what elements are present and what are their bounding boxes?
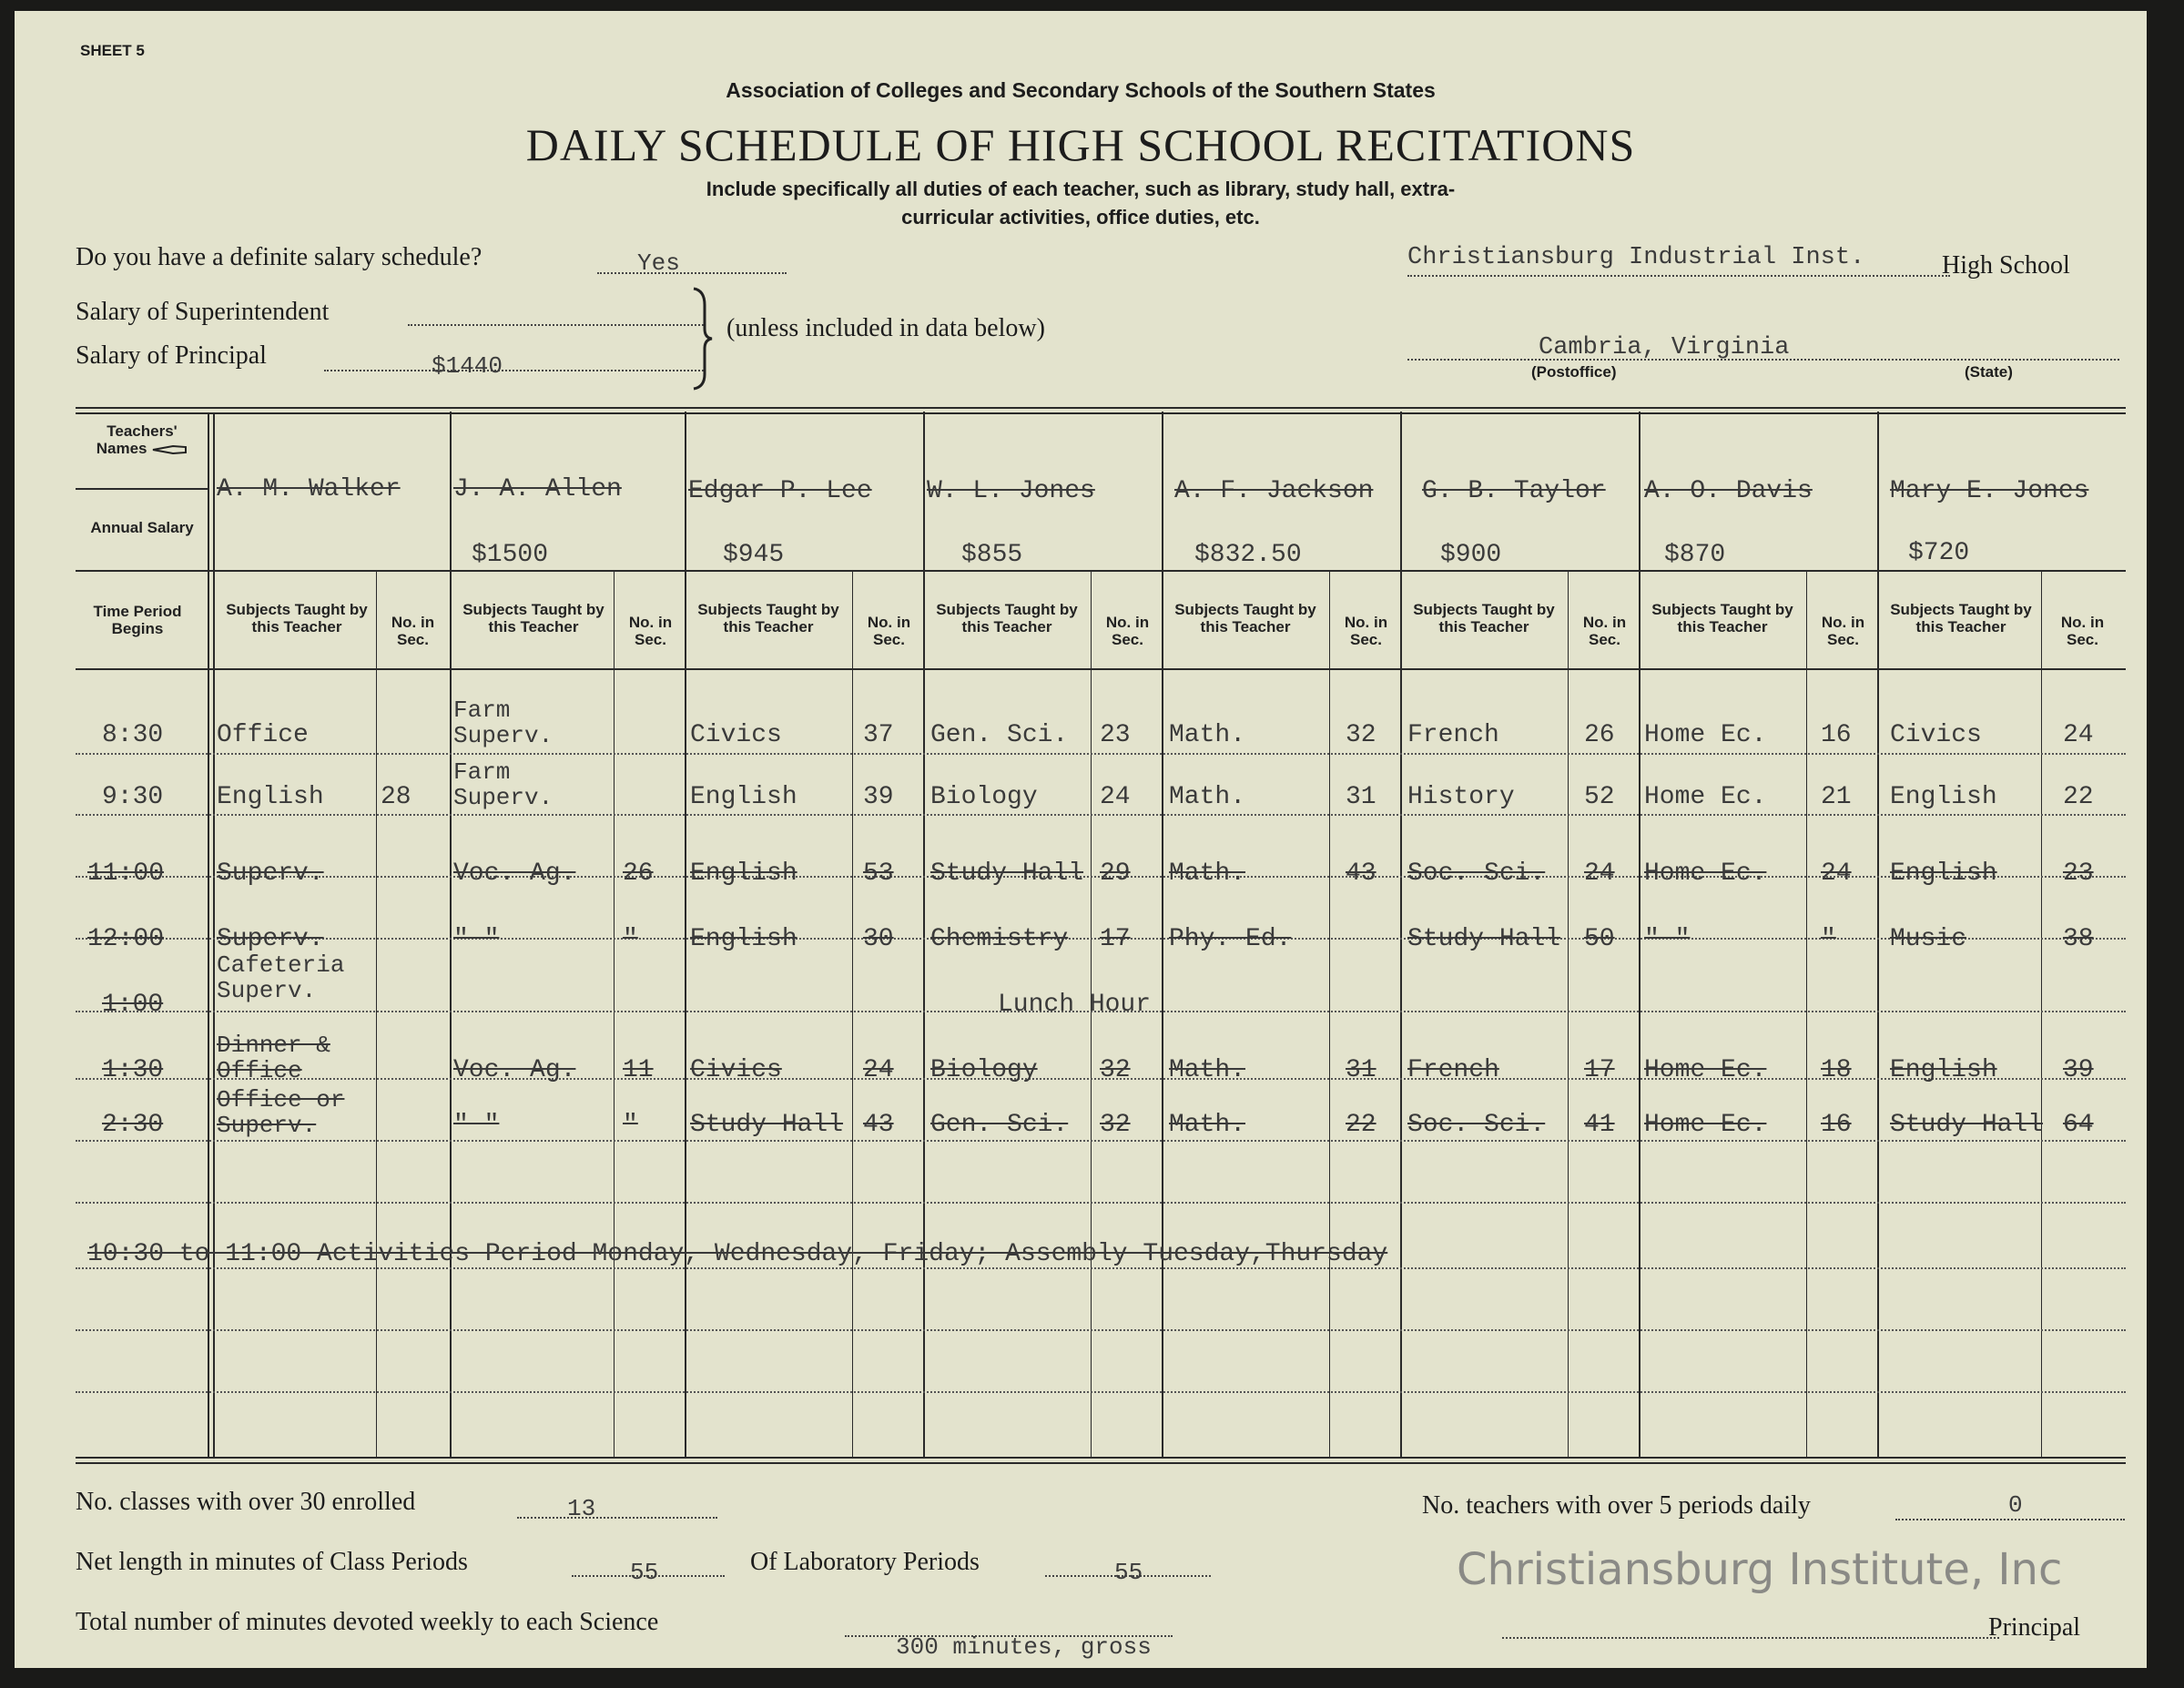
- section-count-cell: 24: [2063, 721, 2094, 749]
- postoffice-label: (Postoffice): [1531, 363, 1617, 381]
- pointing-hand-icon: [151, 442, 188, 458]
- subjects-header: Subjects Taught by this Teacher: [1174, 601, 1316, 636]
- subject-cell: Gen. Sci.: [930, 1111, 1069, 1139]
- period-time: 1:00: [102, 991, 164, 1019]
- subjects-header: Subjects Taught by this Teacher: [697, 601, 839, 636]
- subject-cell: Voc. Ag.: [453, 859, 576, 888]
- subject-cell: Home Ec.: [1644, 1111, 1767, 1139]
- time-period-label: Time Period Begins: [93, 603, 182, 637]
- subject-cell: Biology: [930, 1056, 1038, 1084]
- subject-cell: Study Hall: [1890, 1111, 2044, 1139]
- period-time: 9:30: [102, 783, 164, 811]
- subject-cell: Cafeteria Superv.: [217, 951, 345, 1004]
- subject-cell: Study Hall: [690, 1111, 844, 1139]
- subject-cell: " ": [453, 925, 500, 953]
- over5-value: 0: [2008, 1491, 2023, 1519]
- section-count-cell: 24: [1584, 859, 1615, 888]
- section-count-cell: 37: [863, 721, 894, 749]
- section-count-cell: 41: [1584, 1111, 1615, 1139]
- subject-cell: English: [217, 783, 324, 811]
- subject-cell: Biology: [930, 783, 1038, 811]
- subject-cell: Office or Superv.: [217, 1086, 345, 1139]
- teacher-salary: $720: [1908, 539, 1970, 567]
- teacher-name: W. L. Jones: [927, 477, 1095, 505]
- subject-cell: English: [1890, 783, 1997, 811]
- state-label: (State): [1965, 363, 2013, 381]
- instructions-line2: curricular activities, office duties, etc.: [901, 206, 1260, 229]
- section-count-cell: 64: [2063, 1111, 2094, 1139]
- section-count-cell: 21: [1821, 783, 1852, 811]
- teacher-name: A. O. Davis: [1644, 477, 1813, 505]
- no-in-sec-header: No. in Sec.: [628, 614, 673, 648]
- section-count-cell: 32: [1100, 1111, 1131, 1139]
- superintendent-salary-label: Salary of Superintendent: [76, 298, 330, 326]
- teacher-name: J. A. Allen: [453, 475, 622, 503]
- subject-cell: History: [1407, 783, 1515, 811]
- teachers-names-label: Teachers' Names: [87, 422, 197, 458]
- subject-cell: French: [1407, 1056, 1499, 1084]
- section-count-cell: 26: [1584, 721, 1615, 749]
- subject-cell: English: [1890, 1056, 1997, 1084]
- over30-value: 13: [567, 1495, 596, 1522]
- section-count-cell: 22: [2063, 783, 2094, 811]
- lab-period-label: Of Laboratory Periods: [750, 1548, 980, 1576]
- sheet-label: SHEET 5: [80, 42, 145, 59]
- teacher-salary: $870: [1664, 541, 1726, 569]
- section-count-cell: 28: [381, 783, 411, 811]
- watermark: Christiansburg Institute, Inc: [1457, 1544, 2063, 1595]
- subject-cell: English: [690, 783, 797, 811]
- section-count-cell: 39: [863, 783, 894, 811]
- subject-cell: " ": [453, 1111, 500, 1139]
- section-count-cell: 17: [1584, 1056, 1615, 1084]
- subjects-header: Subjects Taught by this Teacher: [1651, 601, 1793, 636]
- subject-cell: Math.: [1169, 1056, 1246, 1084]
- subject-cell: Home Ec.: [1644, 859, 1767, 888]
- teacher-salary: $900: [1440, 541, 1502, 569]
- section-count-cell: 43: [1346, 859, 1376, 888]
- lab-period-value: 55: [1114, 1559, 1143, 1586]
- period-time: 1:30: [102, 1056, 164, 1084]
- teacher-name: G. B. Taylor: [1422, 477, 1606, 505]
- subject-cell: French: [1407, 721, 1499, 749]
- salary-schedule-label: Do you have a definite salary schedule?: [76, 243, 483, 271]
- subject-cell: Home Ec.: [1644, 1056, 1767, 1084]
- period-time: 11:00: [87, 859, 165, 888]
- section-count-cell: 22: [1346, 1111, 1376, 1139]
- section-count-cell: 23: [1100, 721, 1131, 749]
- class-period-label: Net length in minutes of Class Periods: [76, 1548, 468, 1576]
- subject-cell: Home Ec.: [1644, 783, 1767, 811]
- subject-cell: English: [690, 925, 797, 953]
- section-count-cell: 38: [2063, 925, 2094, 953]
- teacher-salary: $945: [723, 541, 785, 569]
- activities-note: 10:30 to 11:00 Activities Period Monday, Wednesday, Friday; Assembly Tuesday,Thursday: [87, 1240, 1388, 1268]
- no-in-sec-header: No. in Sec.: [1582, 614, 1627, 648]
- subjects-header: Subjects Taught by this Teacher: [462, 601, 604, 636]
- school-suffix: High School: [1942, 251, 2070, 280]
- page-title: DAILY SCHEDULE OF HIGH SCHOOL RECITATIONS: [525, 119, 1636, 170]
- subjects-header: Subjects Taught by this Teacher: [1890, 601, 2032, 636]
- science-value: 300 minutes, gross: [896, 1633, 1152, 1661]
- section-count-cell: 30: [863, 925, 894, 953]
- subject-cell: Office: [217, 721, 309, 749]
- subject-cell: Math.: [1169, 859, 1246, 888]
- subject-cell: Soc. Sci.: [1407, 1111, 1546, 1139]
- section-count-cell: 31: [1346, 783, 1376, 811]
- teacher-salary: $855: [961, 541, 1023, 569]
- no-in-sec-header: No. in Sec.: [1344, 614, 1388, 648]
- subject-cell: Soc. Sci.: [1407, 859, 1546, 888]
- over30-label: No. classes with over 30 enrolled: [76, 1488, 416, 1516]
- no-in-sec-header: No. in Sec.: [391, 614, 435, 648]
- period-time: 12:00: [87, 925, 165, 953]
- principal-salary-value: $1440: [432, 352, 503, 380]
- section-count-cell: ": [623, 925, 638, 953]
- brace-icon: [688, 287, 716, 391]
- subject-cell: Study Hall: [930, 859, 1084, 888]
- subjects-header: Subjects Taught by this Teacher: [936, 601, 1078, 636]
- section-count-cell: 26: [623, 859, 654, 888]
- subject-cell: Phy. Ed.: [1169, 925, 1292, 953]
- subject-cell: Farm Superv.: [453, 758, 554, 811]
- over5-label: No. teachers with over 5 periods daily: [1422, 1491, 1811, 1520]
- section-count-cell: 53: [863, 859, 894, 888]
- lunch-hour-label: Lunch Hour: [998, 991, 1152, 1019]
- no-in-sec-header: No. in Sec.: [2060, 614, 2105, 648]
- subject-cell: Home Ec.: [1644, 721, 1767, 749]
- school-name: Christiansburg Industrial Inst.: [1407, 244, 1865, 271]
- section-count-cell: 24: [1821, 859, 1852, 888]
- period-time: 2:30: [102, 1111, 164, 1139]
- subject-cell: Superv.: [217, 859, 324, 888]
- subject-cell: Music: [1890, 925, 1967, 953]
- subject-cell: Math.: [1169, 721, 1246, 749]
- subject-cell: Civics: [690, 721, 782, 749]
- section-count-cell: 32: [1346, 721, 1376, 749]
- section-count-cell: ": [623, 1111, 638, 1139]
- subject-cell: Study Hall: [1407, 925, 1561, 953]
- teacher-name: Mary E. Jones: [1890, 477, 2089, 505]
- subject-cell: Civics: [690, 1056, 782, 1084]
- section-count-cell: 17: [1100, 925, 1131, 953]
- principal-salary-label: Salary of Principal: [76, 341, 267, 370]
- no-in-sec-header: No. in Sec.: [1105, 614, 1150, 648]
- teacher-salary: $832.50: [1194, 541, 1302, 569]
- section-count-cell: 18: [1821, 1056, 1852, 1084]
- subject-cell: English: [1890, 859, 1997, 888]
- subject-cell: Math.: [1169, 1111, 1246, 1139]
- subject-cell: Gen. Sci.: [930, 721, 1069, 749]
- subject-cell: Civics: [1890, 721, 1982, 749]
- association-name: Association of Colleges and Secondary Schools of the Southern States: [726, 78, 1436, 102]
- section-count-cell: 31: [1346, 1056, 1376, 1084]
- school-location: Cambria, Virginia: [1539, 334, 1790, 361]
- section-count-cell: 16: [1821, 1111, 1852, 1139]
- section-count-cell: 24: [1100, 783, 1131, 811]
- teacher-name: A. M. Walker: [217, 475, 401, 503]
- section-count-cell: 52: [1584, 783, 1615, 811]
- no-in-sec-header: No. in Sec.: [867, 614, 911, 648]
- period-time: 8:30: [102, 721, 164, 749]
- section-count-cell: 23: [2063, 859, 2094, 888]
- subject-cell: English: [690, 859, 797, 888]
- section-count-cell: 32: [1100, 1056, 1131, 1084]
- unless-note: (unless included in data below): [726, 314, 1045, 342]
- teacher-name: A. F. Jackson: [1174, 477, 1374, 505]
- subject-cell: " ": [1644, 925, 1691, 953]
- section-count-cell: ": [1821, 925, 1836, 953]
- teacher-name: Edgar P. Lee: [688, 477, 872, 505]
- science-label: Total number of minutes devoted weekly to each Science: [76, 1608, 659, 1636]
- no-in-sec-header: No. in Sec.: [1821, 614, 1865, 648]
- subject-cell: Superv.: [217, 925, 324, 953]
- section-count-cell: 16: [1821, 721, 1852, 749]
- subject-cell: Chemistry: [930, 925, 1069, 953]
- instructions-line1: Include specifically all duties of each teacher, such as library, study hall, extra-: [706, 178, 1456, 200]
- section-count-cell: 50: [1584, 925, 1615, 953]
- subject-cell: Voc. Ag.: [453, 1056, 576, 1084]
- subject-cell: Dinner & Office: [217, 1032, 330, 1084]
- subjects-header: Subjects Taught by this Teacher: [1413, 601, 1555, 636]
- section-count-cell: 11: [623, 1056, 654, 1084]
- section-count-cell: 24: [863, 1056, 894, 1084]
- subject-cell: Farm Superv.: [453, 697, 554, 749]
- section-count-cell: 43: [863, 1111, 894, 1139]
- salary-schedule-value: Yes: [637, 249, 680, 277]
- subjects-header: Subjects Taught by this Teacher: [226, 601, 368, 636]
- section-count-cell: 29: [1100, 859, 1131, 888]
- section-count-cell: 39: [2063, 1056, 2094, 1084]
- schedule-form: [15, 11, 2147, 1668]
- teacher-salary: $1500: [472, 541, 549, 569]
- class-period-value: 55: [630, 1559, 659, 1586]
- annual-salary-label: Annual Salary: [90, 519, 194, 536]
- subject-cell: Math.: [1169, 783, 1246, 811]
- principal-signature-label: Principal: [1988, 1613, 2081, 1642]
